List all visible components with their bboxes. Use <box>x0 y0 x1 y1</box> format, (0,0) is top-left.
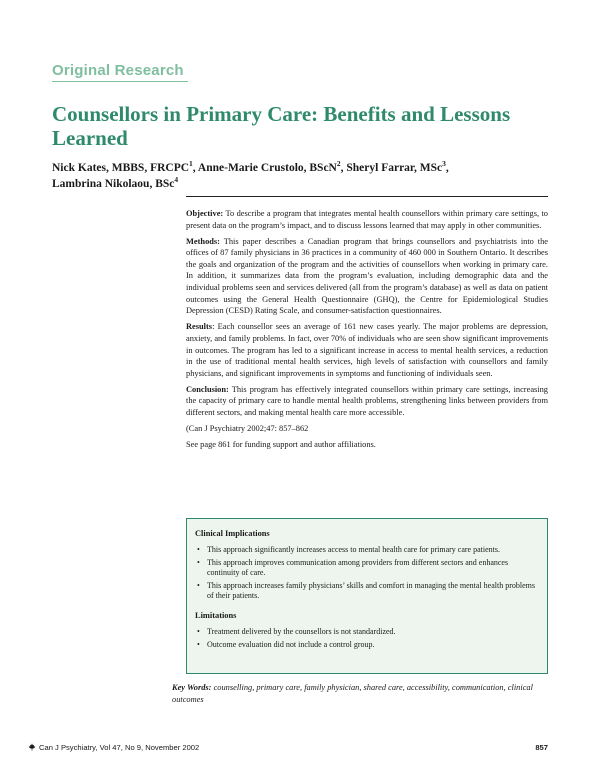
author-name: Lambrina Nikolaou, BSc <box>52 178 175 190</box>
author-list <box>52 160 552 192</box>
list-item: • This approach significantly increases access to mental health care for primary care patients. <box>195 545 539 555</box>
methods-label: Methods: <box>186 236 220 246</box>
author-affiliation: 1 <box>189 159 193 169</box>
list-item: • This approach improves communication among providers from different sectors and enhances continuity of care. <box>195 558 539 578</box>
see-page-note: See page 861 for funding support and author affiliations. <box>186 440 376 450</box>
conclusion-label: Conclusion: <box>186 384 229 394</box>
author-separator: , <box>340 162 347 174</box>
article-title: Counsellors in Primary Care: Benefits and Lessons Learned <box>52 102 511 150</box>
section-label: Original Research <box>52 62 184 79</box>
conclusion-text: This program has effectively integrated counsellors within primary care settings, increasing the capacity of primary care to handle mental health problems, strengthening links between providers from different sectors, and making mental health care more accessible. <box>186 384 548 417</box>
author-name: Sheryl Farrar, MSc <box>346 162 443 174</box>
author-affiliation: 4 <box>174 175 179 185</box>
methods-text: This paper describes a Canadian program that brings counsellors and psychiatrists into the offices of 87 family physicians in 36 practices in a community of 460 000 in Southern Ontario. It describes the goals and organization of the program and the activities of counsellors when working in primary care. In addition, it summarizes data from the program’s evaluation, including demographic data and the individual problems seen and services delivered (all from the program’s database) as well as data on patient outcomes using the General Health Questionnaire (GHQ), the Centre for Epidemiological Studies Depression (CESD) Rating Scale, and consumer-satisfaction questionnaires. <box>186 236 548 316</box>
abstract-objective <box>186 208 548 231</box>
abstract-methods <box>186 236 548 317</box>
list-item: • Outcome evaluation did not include a control group. <box>195 640 539 650</box>
list-item: • This approach increases family physicians’ skills and comfort in managing the mental health problems of their patients. <box>195 581 539 601</box>
list-item: • Treatment delivered by the counsellors is not standardized. <box>195 627 539 637</box>
abstract-conclusion <box>186 384 548 419</box>
limitations-heading: Limitations <box>195 611 237 621</box>
author-name: Anne-Marie Crustolo, BScN <box>197 162 337 174</box>
objective-text: To describe a program that integrates mental health counsellors within primary care settings, to present data on the program’s impact, and to discuss lessons learned that may apply in other communities. <box>186 209 548 230</box>
author-name: Nick Kates, MBBS, FRCPC <box>52 162 190 174</box>
results-label: Results <box>186 322 213 332</box>
footer-journal <box>28 743 199 752</box>
results-text: : Each counsellor sees an average of 161 new cases yearly. The major problems are depression, anxiety, and family problems. In fact, over 70% of individuals who are seen show significant improvements in outcomes. The program has led to a significant increase in access to mental health services, a reduction in the use of traditional mental health services, high levels of satisfaction with counsellors and family physicians, and significant improvements in symptoms and functioning of individuals seen. <box>186 322 548 378</box>
journal-citation: Can J Psychiatry, Vol 47, No 9, November 2002 <box>39 743 200 752</box>
section-rule <box>52 81 188 82</box>
citation: (Can J Psychiatry 2002;47: 857–862 <box>186 424 309 434</box>
author-affiliation: 2 <box>336 159 341 169</box>
abstract-divider <box>186 196 548 197</box>
key-words-text: counselling, primary care, family physician, shared care, accessibility, communication, clinical outcomes <box>172 683 533 704</box>
key-words-label: Key Words: <box>172 683 212 692</box>
objective-label: Objective: <box>186 209 224 218</box>
key-words <box>172 682 548 705</box>
abstract <box>186 208 548 455</box>
clinical-implications-box <box>186 518 548 674</box>
clinical-implications-list <box>195 545 539 601</box>
author-affiliation: 3 <box>442 159 446 169</box>
abstract-results <box>186 321 548 379</box>
author-separator: , <box>445 162 449 174</box>
limitations-list <box>195 627 539 650</box>
clinical-implications-heading: Clinical Implications <box>195 529 270 538</box>
maple-leaf-icon <box>28 743 36 751</box>
page-number: 857 <box>535 743 548 752</box>
author-separator: , <box>192 162 198 174</box>
